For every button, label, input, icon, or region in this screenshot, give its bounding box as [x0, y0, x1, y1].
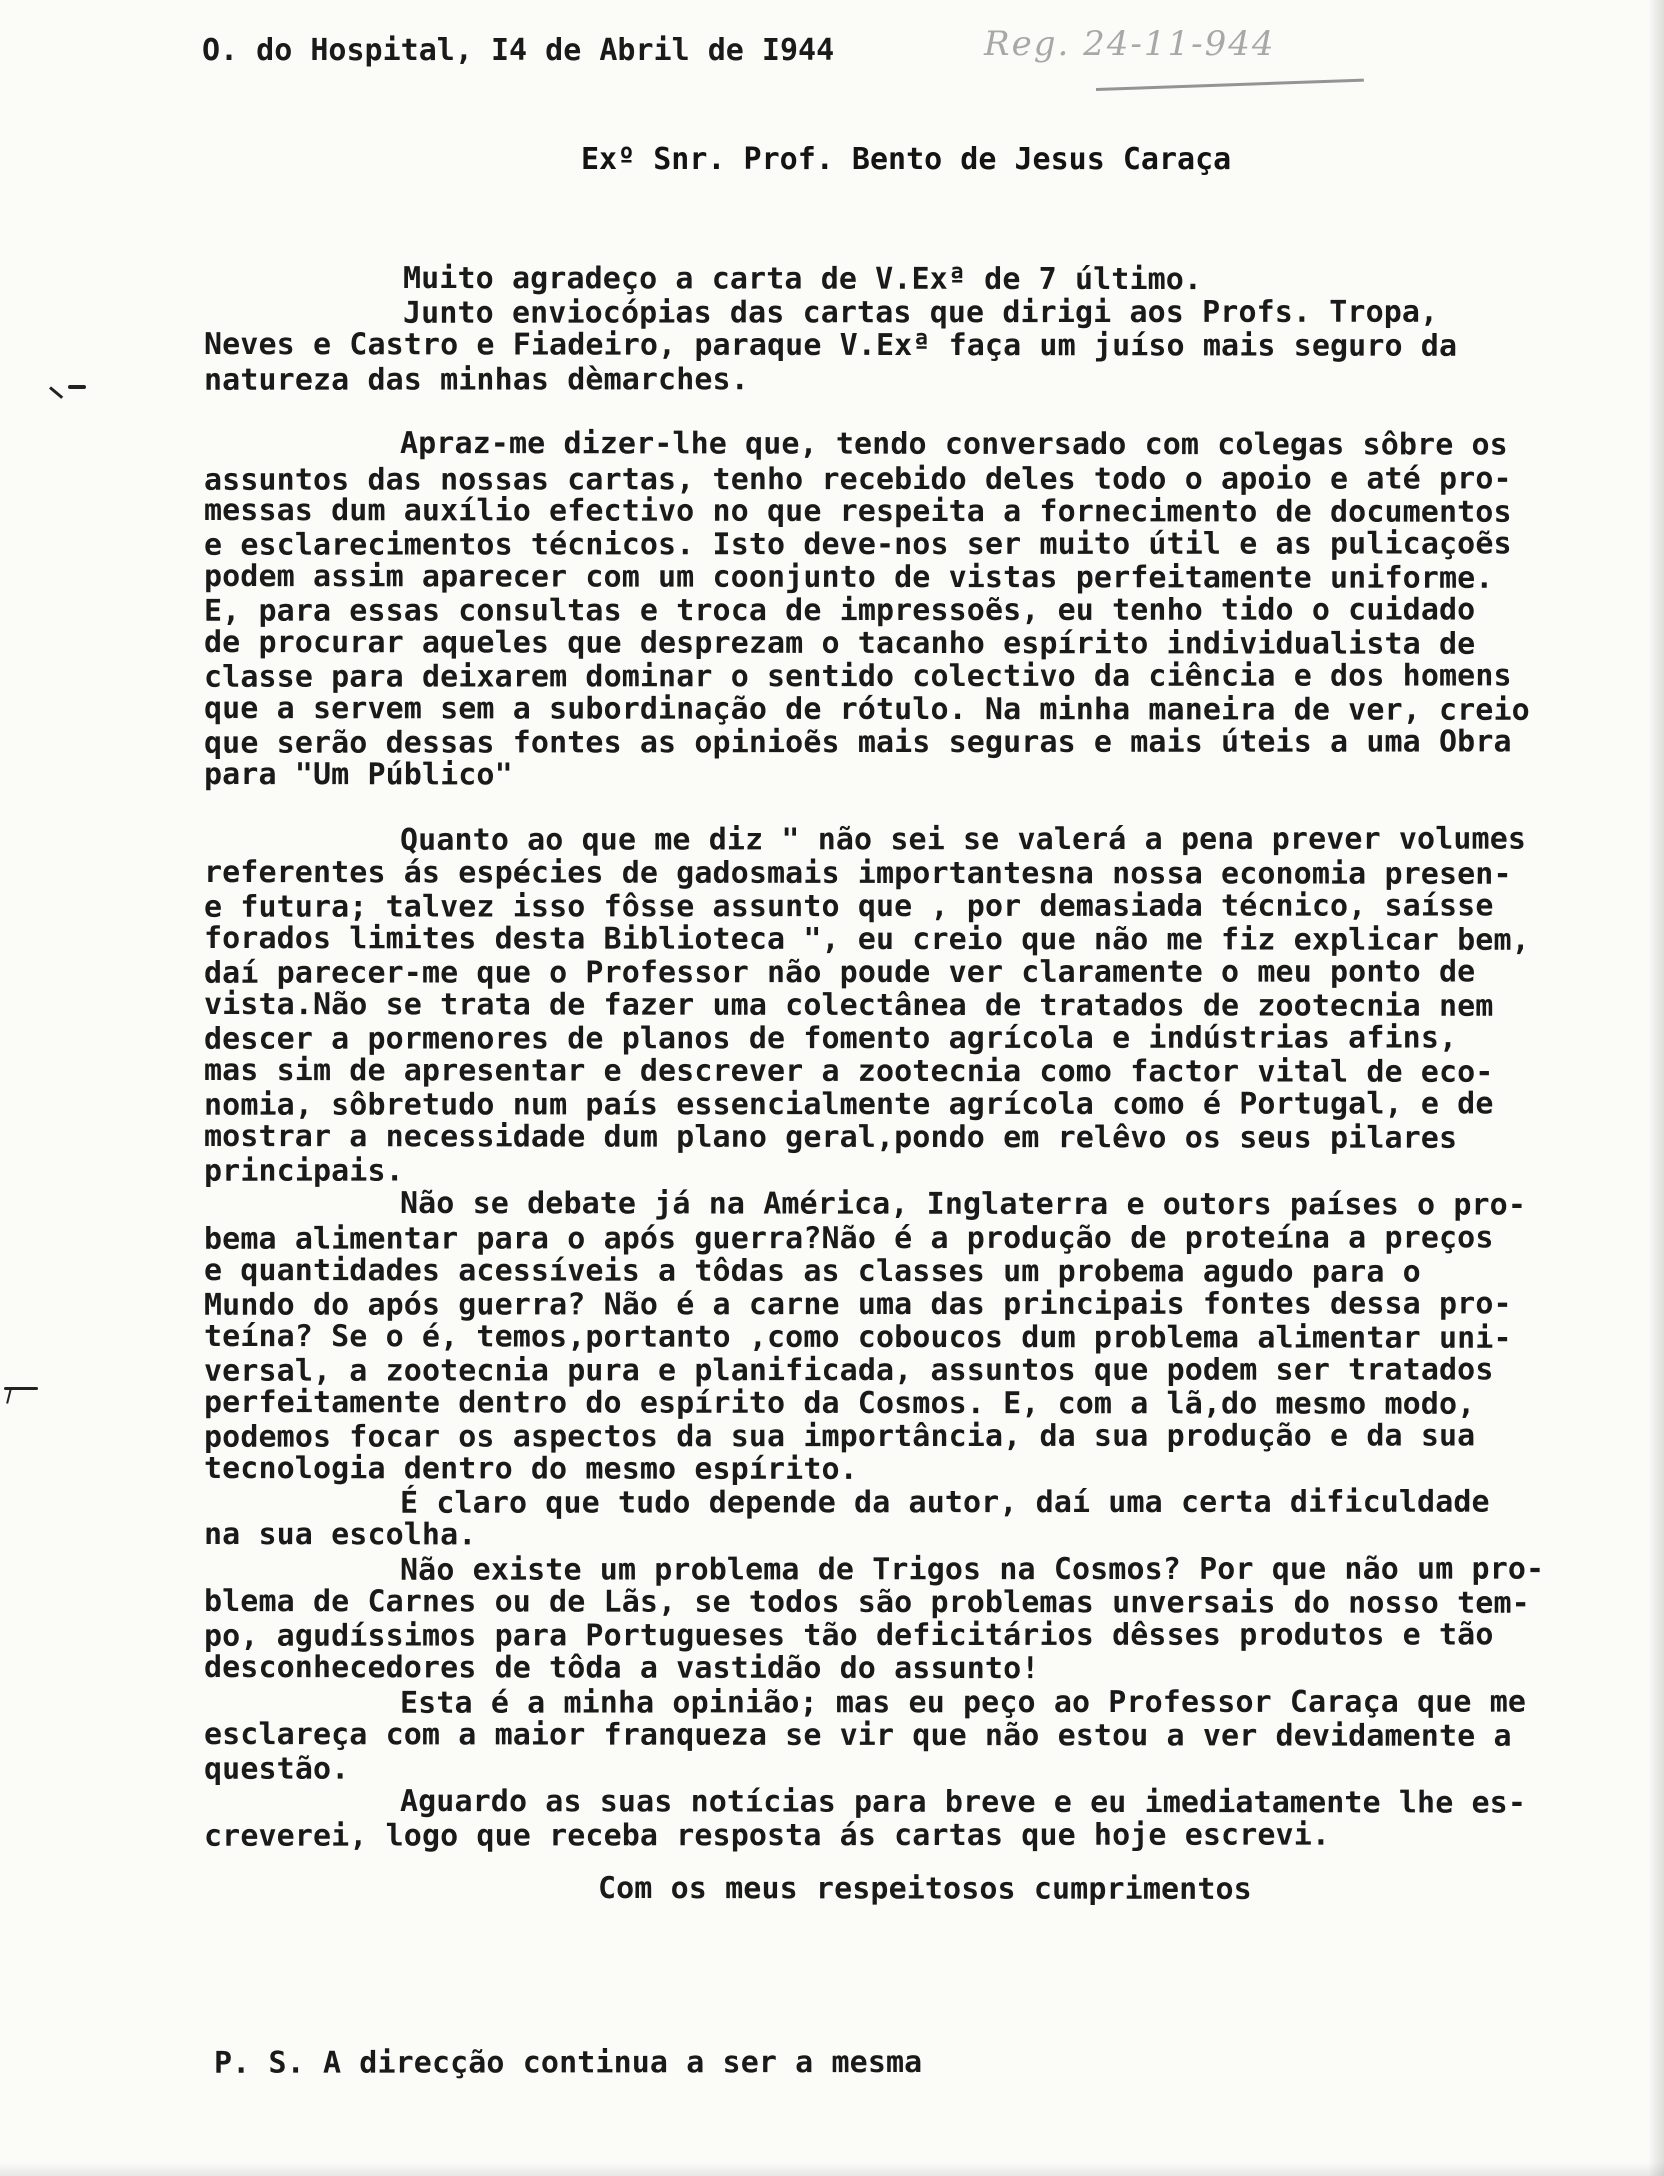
body-line: teína? Se o é, temos,portanto ,como coboucos dum problema alimentar uni- [203, 1319, 1512, 1356]
body-line: Junto enviocópias das cartas que dirigi aos Profs. Tropa, [402, 294, 1439, 331]
handwritten-underline [1096, 79, 1364, 91]
body-line: Esta é a minha opinião; mas eu peço ao Professor Caraça que me [399, 1684, 1527, 1721]
body-line: principais. [203, 1153, 404, 1189]
body-line: vista.Não se trata de fazer uma colectânea de tratados de zootecnia nem [203, 987, 1494, 1024]
body-line: na sua escolha. [203, 1517, 477, 1553]
body-line: e futura; talvez isso fôsse assunto que , por demasiada técnico, saísse [203, 888, 1494, 925]
postscript-line: P. S. A direcção continua a ser a mesma [213, 2045, 923, 2081]
body-line: assuntos das nossas cartas, tenho recebido deles todo o apoio e até pro- [203, 461, 1512, 498]
body-line: nomia, sôbretudo num país essencialmente agrícola como é Portugal, e de [203, 1086, 1494, 1123]
handwritten-registration-note: Reg. 24-11-944 [984, 24, 1276, 64]
body-line: esclareça com a maior franqueza se vir que não estou a ver devidamente a [203, 1717, 1512, 1754]
body-line: É claro que tudo depende da autor, daí uma certa dificuldade [399, 1484, 1490, 1521]
body-line: podemos focar os aspectos da sua importância, da sua produção e da sua [203, 1418, 1476, 1455]
body-line: versal, a zootecnia pura e planificada, assuntos que podem ser tratados [203, 1352, 1494, 1389]
date-line: O. do Hospital, I4 de Abril de I944 [202, 33, 835, 68]
body-line: perfeitamente dentro do espírito da Cosmos. E, com a lã,do mesmo modo, [203, 1385, 1476, 1422]
body-line: e esclarecimentos técnicos. Isto deve-nos ser muito útil e as pulicaçoẽs [203, 526, 1512, 563]
body-line: blema de Carnes ou de Lãs, se todos são problemas unversais do nosso tem- [203, 1584, 1530, 1621]
body-line: bema alimentar para o após guerra?Não é a produção de proteína a preços [203, 1220, 1494, 1257]
body-line: podem assim aparecer com um coonjunto de vistas perfeitamente uniforme. [203, 559, 1494, 596]
body-line: natureza das minhas dèmarches. [203, 362, 749, 398]
body-line: que a servem sem a subordinação de rótulo. Na minha maneira de ver, creio [203, 691, 1530, 728]
body-line: classe para deixarem dominar o sentido colectivo da ciência e dos homens [203, 658, 1512, 695]
body-line: daí parecer-me que o Professor não poude ver claramente o meu ponto de [203, 954, 1476, 991]
body-line: Muito agradeço a carta de V.Exª de 7 último. [402, 261, 1203, 298]
body-line: para "Um Público" [203, 757, 513, 793]
closing-line: Com os meus respeitosos cumprimentos [597, 1871, 1252, 1907]
body-line: forados limites desta Biblioteca ", eu creio que não me fiz explicar bem, [203, 921, 1530, 958]
body-line: e quantidades acessíveis a tôdas as classes um probema agudo para o [203, 1253, 1421, 1290]
body-line: mas sim de apresentar e descrever a zootecnia como factor vital de eco- [203, 1053, 1494, 1090]
body-line: questão. [203, 1751, 350, 1787]
body-line: messas dum auxílio efectivo no que respeita a fornecimento de documentos [203, 493, 1512, 530]
body-line: Neves e Castro e Fiadeiro, paraque V.Exª faça um juíso mais seguro da [203, 327, 1458, 364]
body-line: creverei, logo que receba resposta ás cartas que hoje escrevi. [203, 1817, 1331, 1854]
page-bottom-edge-shadow [0, 2162, 1664, 2176]
body-line: descer a pormenores de planos de fomento agrícola e indústrias afins, [203, 1020, 1458, 1057]
body-line: Não se debate já na América, Inglaterra e outors países o pro- [399, 1186, 1527, 1223]
body-line: mostrar a necessidade dum plano geral,pondo em relêvo os seus pilares [203, 1119, 1458, 1156]
body-line: Aguardo as suas notícias para breve e eu imediatamente lhe es- [399, 1784, 1527, 1821]
body-line: referentes ás espécies de gadosmais importantesna nossa economia presen- [203, 855, 1512, 892]
body-line: po, agudíssimos para Portugueses tão deficitários dêsses produtos e tão [203, 1617, 1494, 1654]
body-line: Apraz-me dizer-lhe que, tendo conversado com colegas sôbre os [399, 426, 1508, 463]
body-line: Mundo do após guerra? Não é a carne uma das principais fontes dessa pro- [203, 1286, 1512, 1323]
body-line: tecnologia dentro do mesmo espírito. [203, 1451, 858, 1487]
margin-mark [4, 1383, 46, 1399]
body-line: E, para essas consultas e troca de impressoẽs, eu tenho tido o cuidado [203, 592, 1476, 629]
body-line: Quanto ao que me diz " não sei se valerá a pena prever volumes [399, 821, 1527, 858]
body-line: que serão dessas fontes as opinioẽs mais seguras e mais úteis a uma Obra [203, 724, 1512, 761]
body-line: de procurar aqueles que desprezam o tacanho espírito individualista de [203, 625, 1476, 662]
margin-mark [50, 382, 74, 394]
recipient-line: Exº Snr. Prof. Bento de Jesus Caraça [581, 142, 1232, 177]
body-line: desconhecedores de tôda a vastidão do assunto! [203, 1650, 1040, 1687]
body-line: Não existe um problema de Trigos na Cosmos? Por que não um pro- [399, 1551, 1545, 1588]
